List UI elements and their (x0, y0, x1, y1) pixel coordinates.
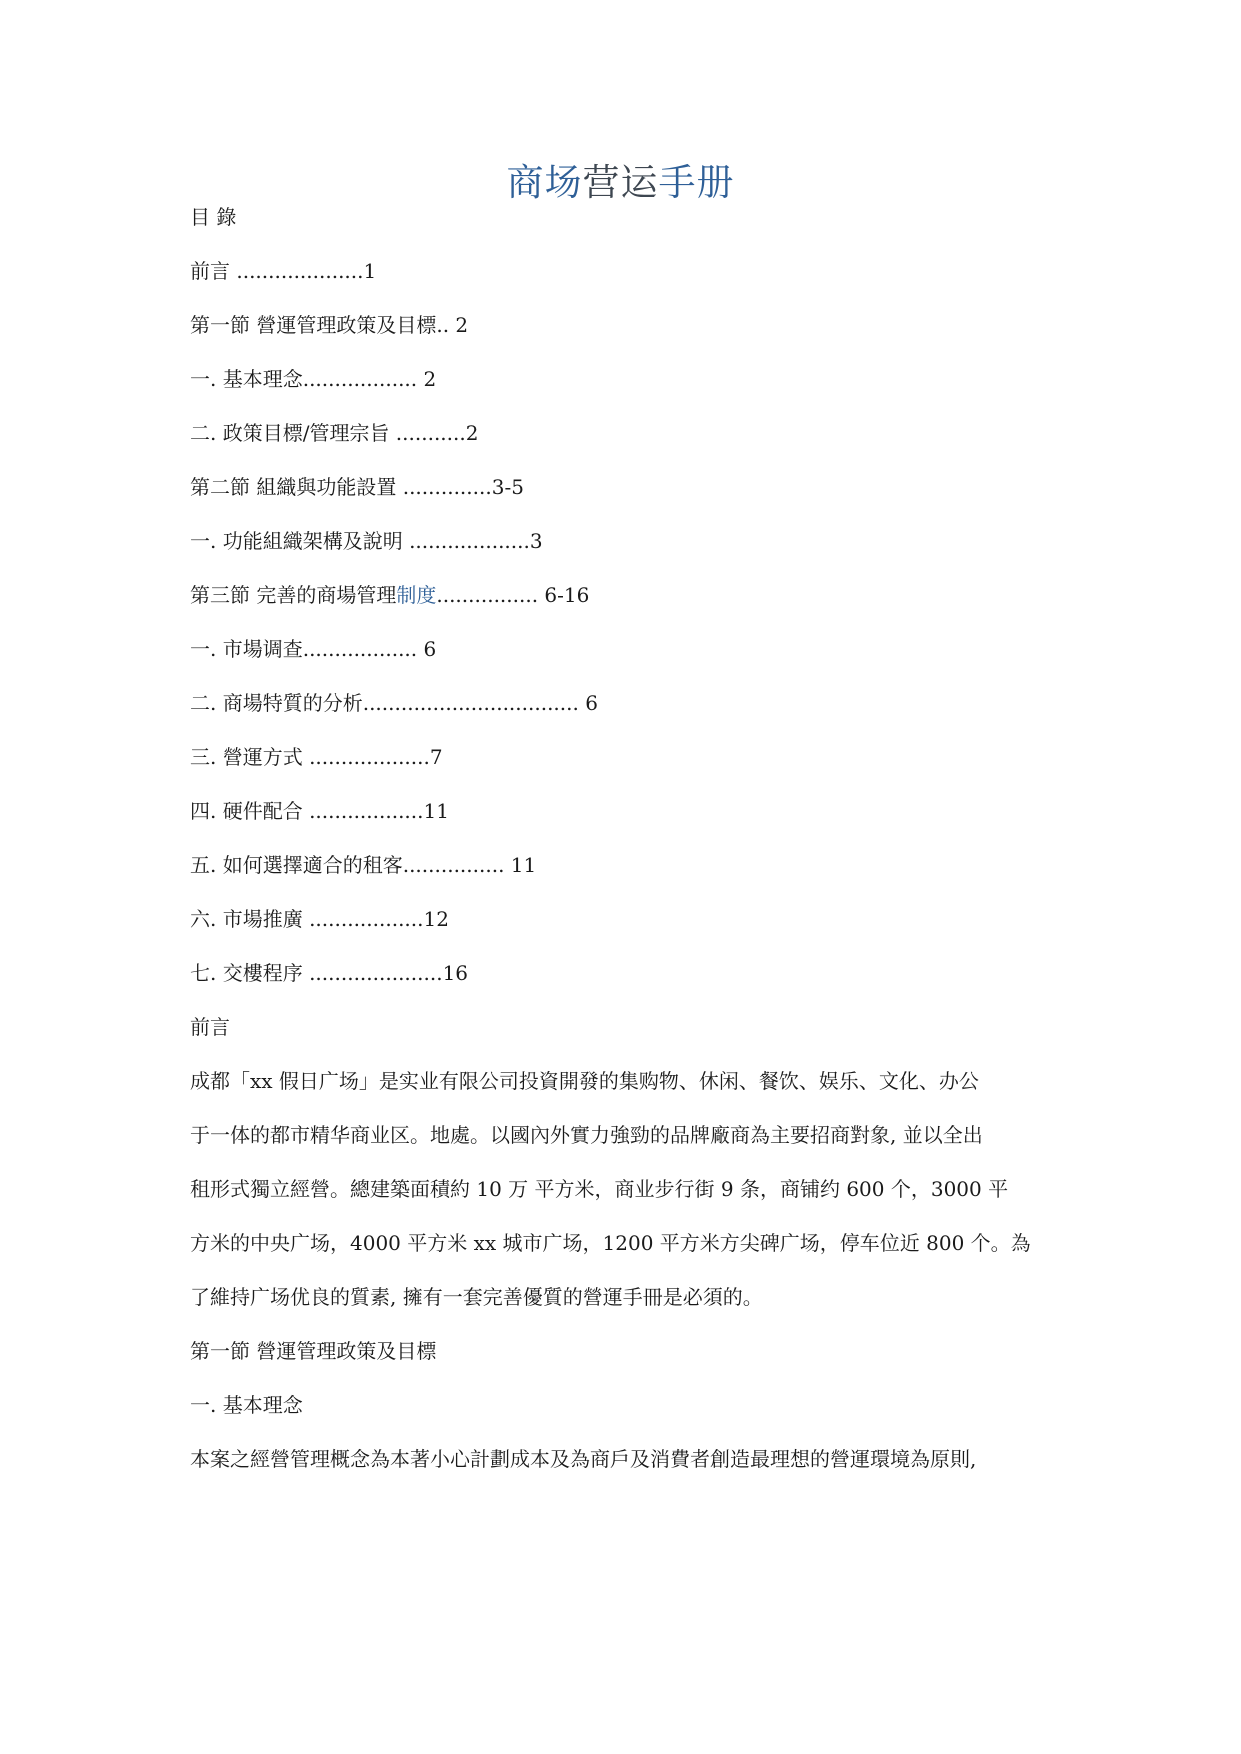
toc-entry-3-1: 一. 市場调查.................. 6 (190, 637, 437, 661)
title-part-3: 手册 (658, 161, 735, 204)
preface-line-4: 方米的中央广场，4000 平方米 xx 城市广场，1200 平方米方尖碑广场，停车位近 800 个。為 (190, 1231, 1031, 1255)
toc-entry-preface: 前言 ....................1 (190, 259, 377, 283)
toc-entry-3-5: 五. 如何選擇適合的租客................ 11 (190, 853, 537, 877)
preface-line-5: 了維持广场优良的質素, 擁有一套完善優質的營運手冊是必須的。 (190, 1285, 763, 1309)
section-1-heading: 第一節 營運管理政策及目標 (190, 1339, 437, 1363)
section-1-subheading: 一. 基本理念 (190, 1393, 303, 1417)
preface-line-1: 成都「xx 假日广场」是实业有限公司投資開發的集购物、休闲、餐饮、娱乐、文化、办公 (190, 1069, 979, 1093)
toc-entry-1-2: 二. 政策目標/管理宗旨 ...........2 (190, 421, 479, 445)
toc-entry-section-3-highlight: 制度 (396, 583, 437, 607)
toc-entry-1-1: 一. 基本理念.................. 2 (190, 367, 437, 391)
toc-entry-3-7: 七. 交樓程序 .....................16 (190, 961, 469, 985)
toc-entry-3-3: 三. 營運方式 ...................7 (190, 745, 443, 769)
toc-entry-3-6: 六. 市場推廣 ..................12 (190, 907, 449, 931)
title-part-2: 营运 (582, 161, 659, 204)
preface-line-3: 租形式獨立經營。總建築面積約 10 万 平方米，商业步行街 9 条，商铺约 600 个，3000 平 (190, 1177, 1009, 1201)
title-part-1: 商场 (506, 161, 583, 204)
toc-entry-3-4: 四. 硬件配合 ..................11 (190, 799, 449, 823)
toc-entry-3-2: 二. 商場特質的分析.................................. 6 (190, 691, 598, 715)
toc-entry-section-3 (190, 580, 589, 610)
toc-entry-2-1: 一. 功能組織架構及說明 ...................3 (190, 529, 543, 553)
toc-heading: 目 錄 (190, 205, 237, 229)
toc-entry-section-3-page: ................ 6-16 (436, 583, 590, 607)
preface-line-2: 于一体的都市精华商业区。地處。以國內外實力強勁的品牌廠商為主要招商對象, 並以全出 (190, 1123, 983, 1147)
toc-entry-section-3-text: 第三節 完善的商場管理 (190, 583, 397, 607)
section-1-paragraph: 本案之經營管理概念為本著小心計劃成本及為商戶及消費者創造最理想的營運環境為原則, (190, 1447, 977, 1471)
toc-entry-section-1: 第一節 營運管理政策及目標.. 2 (190, 313, 469, 337)
toc-entry-section-2: 第二節 組織與功能設置 ..............3-5 (190, 475, 524, 499)
page-title (0, 158, 1241, 208)
preface-heading: 前言 (190, 1015, 230, 1039)
